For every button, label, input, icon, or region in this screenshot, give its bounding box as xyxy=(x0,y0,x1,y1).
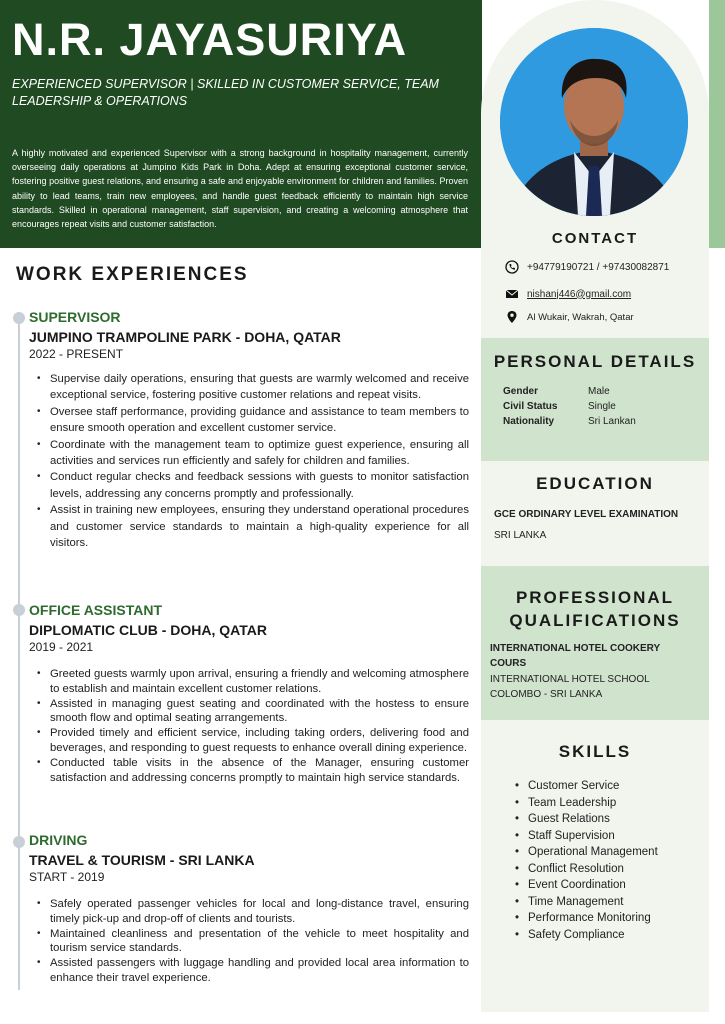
personal-details-title: PERSONAL DETAILS xyxy=(493,352,697,371)
education-title: EDUCATION xyxy=(536,474,654,493)
skill-item: • Operational Management xyxy=(515,844,658,861)
skill-item: • Customer Service xyxy=(515,778,658,795)
job-company: TRAVEL & TOURISM - SRI LANKA xyxy=(29,852,255,868)
address-text: Al Wukair, Wakrah, Qatar xyxy=(527,311,634,323)
timeline-dot-icon xyxy=(13,604,25,616)
qualification-institution: INTERNATIONAL HOTEL SCHOOL COLOMBO - SRI LANKA xyxy=(490,674,650,700)
job-role: OFFICE ASSISTANT xyxy=(29,602,162,618)
personal-value: Single xyxy=(588,401,616,412)
job-bullet: • Assisted passengers with luggage handling and provided local area information to enhance their travel experience. xyxy=(37,956,469,986)
person-portrait-icon xyxy=(500,28,688,216)
timeline-line xyxy=(18,316,20,990)
personal-value: Sri Lankan xyxy=(588,416,636,427)
job-bullet: • Conducted table visits in the absence of the Manager, ensuring customer satisfaction and addressing concerns promptly to maintain high service standards. xyxy=(37,756,469,786)
skill-item: • Guest Relations xyxy=(515,811,658,828)
contact-title: CONTACT xyxy=(551,230,639,247)
skill-item: • Staff Supervision xyxy=(515,828,658,845)
personal-value: Male xyxy=(588,386,610,397)
location-pin-icon xyxy=(505,310,519,324)
job-role: SUPERVISOR xyxy=(29,309,121,325)
profile-photo xyxy=(500,28,688,216)
person-name: N.R. JAYASURIYA xyxy=(12,14,408,65)
job-bullet: • Assist in training new employees, ensuring they understand operational procedures and customer service standards to maintain a high-quality experience for all visitors. xyxy=(37,502,469,551)
job-bullet: • Coordinate with the management team to optimize guest experience, ensuring all activities and services run efficiently and safely for children and families. xyxy=(37,437,469,470)
skill-item: • Performance Monitoring xyxy=(515,910,658,927)
qualification-heading: INTERNATIONAL HOTEL COOKERY COURS xyxy=(490,643,661,669)
profile-summary: A highly motivated and experienced Supervisor with a strong background in hospitality management, currently overseeing daily operations at Jumpino Kids Park in Doha. Adept at ensuring exceptional customer service, fostering positive guest relations, and ensuring a safe and enjoyable environment for children and families. Proven ability to lead teams, train new employees, and handle guest feedback efficiently to maintain high service standards. Skilled in operational management, staff supervision, and creating a welcoming atmosphere that encourages repeat visits and customer satisfaction. xyxy=(12,148,468,230)
personal-row xyxy=(503,401,616,412)
contact-phone xyxy=(505,260,669,274)
qualifications-title xyxy=(481,586,709,632)
job-dates: 2022 - PRESENT xyxy=(29,347,124,361)
phone-icon xyxy=(505,260,519,274)
job-bullets xyxy=(37,371,469,551)
contact-address xyxy=(505,310,634,324)
skill-item: • Team Leadership xyxy=(515,795,658,812)
personal-label: Gender xyxy=(503,386,539,397)
personal-label: Civil Status xyxy=(503,401,558,412)
job-bullets xyxy=(37,667,469,785)
job-role: DRIVING xyxy=(29,832,88,848)
skill-item: • Time Management xyxy=(515,894,658,911)
job-company: JUMPINO TRAMPOLINE PARK - DOHA, QATAR xyxy=(29,329,341,345)
tagline: EXPERIENCED SUPERVISOR | SKILLED IN CUSTOMER SERVICE, TEAM LEADERSHIP & OPERATIONS xyxy=(12,77,439,108)
job-bullet: • Assisted in managing guest seating and coordinated with the hostess to ensure smooth flow and optimal seating arrangements. xyxy=(37,697,469,727)
skills-title: SKILLS xyxy=(558,742,632,761)
personal-label: Nationality xyxy=(503,416,555,427)
qualifications-title-line2: QUALIFICATIONS xyxy=(509,611,681,630)
personal-row xyxy=(503,416,636,427)
contact-email xyxy=(505,287,631,301)
timeline-dot-icon xyxy=(13,312,25,324)
phone-text: +94779190721 / +97430082871 xyxy=(527,261,670,273)
qualifications-title-line1: PROFESSIONAL xyxy=(515,588,675,607)
education-location: SRI LANKA xyxy=(494,530,547,541)
job-bullet: • Safely operated passenger vehicles for local and long-distance travel, ensuring timely pick-up and drop-off of clients and tourists. xyxy=(37,897,469,927)
timeline-dot-icon xyxy=(13,836,25,848)
skill-item: • Conflict Resolution xyxy=(515,861,658,878)
job-bullet: • Provided timely and efficient service, including taking orders, delivering food and beverages, and responding to guest requests to enhance overall dining experience. xyxy=(37,726,469,756)
mail-icon xyxy=(505,287,519,301)
job-bullet: • Maintained cleanliness and presentation of the vehicle to meet hospitality and tourism service standards. xyxy=(37,927,469,957)
personal-row xyxy=(503,386,610,397)
email-link[interactable]: nishanj446@gmail.com xyxy=(527,288,632,300)
work-experience-title: WORK EXPERIENCES xyxy=(16,264,249,285)
skill-item: • Event Coordination xyxy=(515,877,658,894)
job-dates: START - 2019 xyxy=(29,870,105,884)
job-bullet: • Greeted guests warmly upon arrival, ensuring a friendly and welcoming atmosphere to establish and maintain excellent customer relations. xyxy=(37,667,469,697)
education-heading: GCE ORDINARY LEVEL EXAMINATION xyxy=(494,509,679,520)
job-bullet: • Oversee staff performance, providing guidance and assistance to team members to ensure smooth operation and excellent customer service. xyxy=(37,404,469,437)
skill-item: • Safety Compliance xyxy=(515,927,658,944)
skills-list xyxy=(515,778,658,943)
job-company: DIPLOMATIC CLUB - DOHA, QATAR xyxy=(29,622,267,638)
job-bullets xyxy=(37,897,469,986)
job-bullet: • Conduct regular checks and feedback sessions with guests to monitor satisfaction levels, addressing any concerns promptly and professionally. xyxy=(37,469,469,502)
job-bullet: • Supervise daily operations, ensuring that guests are warmly welcomed and receive exceptional service, fostering positive customer relations and repeat visits. xyxy=(37,371,469,404)
job-dates: 2019 - 2021 xyxy=(29,640,94,654)
accent-bar xyxy=(709,0,725,248)
